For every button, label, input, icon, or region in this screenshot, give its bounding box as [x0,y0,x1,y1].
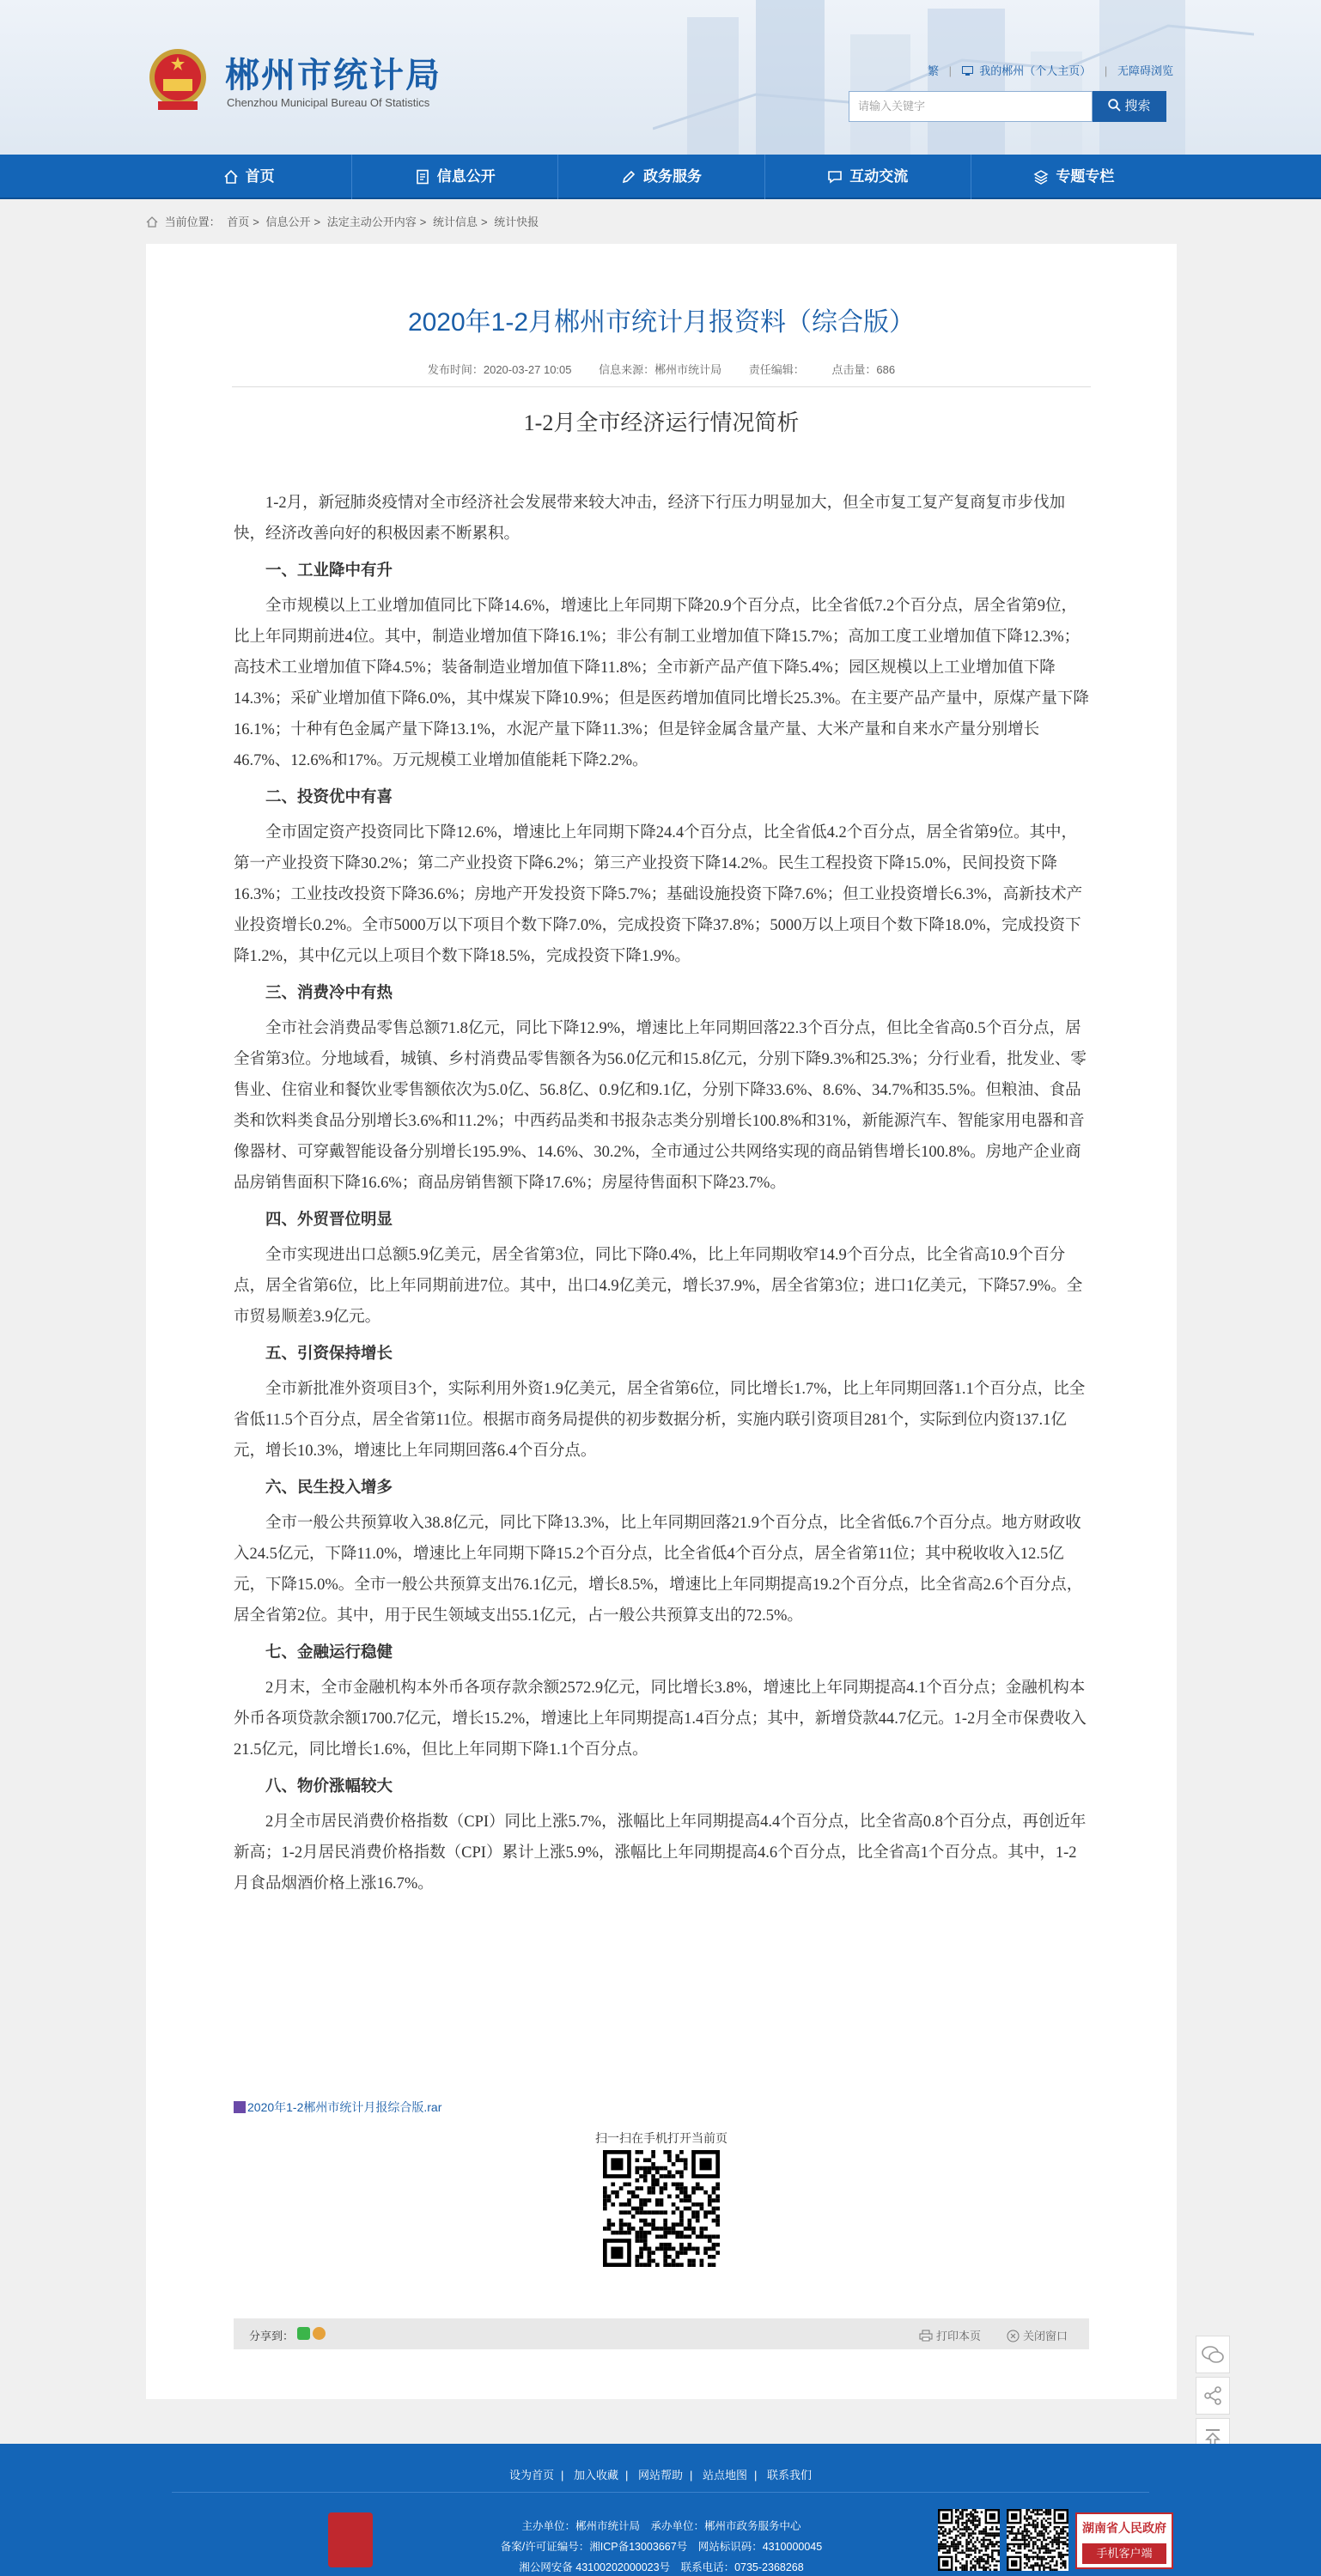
party-gov-badge[interactable] [328,2512,373,2567]
breadcrumb-label: 当前位置： [164,216,221,228]
section-text: 2月末，全市金融机构本外币各项存款余额2572.9亿元，同比增长3.8%，增速比上年同期提高4.1个百分点；金融机构本外币各项贷款余额1700.7亿元，增长15.2%，增速比上年同期提高1.4百分点；其中，新增贷款44.7亿元。1-2月全市保费收入21.5亿元，同比增长1.6%，但比上年同期下降1.1个百分点。 [234,1680,1087,1759]
article-title: 2020年1-2月郴州市统计月报资料（综合版） [407,308,916,337]
nav-interaction[interactable]: 互动交流 [765,155,971,199]
nav-special-topics[interactable]: 专题专栏 [971,155,1177,199]
attachment-link[interactable]: 2020年1-2郴州市统计月报综合版.rar [234,2099,441,2116]
breadcrumb-item[interactable]: 统计信息 [432,216,478,228]
document-icon [415,169,430,185]
footer-link[interactable]: 设为首页 [508,2469,554,2482]
nav-info-disclosure[interactable]: 信息公开 [352,155,558,199]
search-box [849,91,1175,122]
footer-qr-code [938,2509,1000,2571]
site-name[interactable]: 郴州市统计局 [225,57,441,94]
footer-link[interactable]: 网站帮助 [637,2469,683,2482]
footer-link[interactable]: 站点地图 [703,2469,748,2482]
article-body [234,488,1089,1905]
footer-links: 设为首页 | 加入收藏 | 网站帮助 | 站点地图 | 联系我们 [508,2469,813,2482]
printer-icon [919,2330,933,2342]
breadcrumb-item[interactable]: 统计快报 [494,216,539,228]
article-card [146,244,1177,2399]
footer-icp: 备案/许可证编号：湘ICP备13003667号 网站标识码：4310000045 [500,2541,823,2553]
home-icon [223,169,239,185]
edit-icon [621,169,636,185]
breadcrumb: 当前位置： 首页 > 信息公开 > 法定主动公开内容 > 统计信息 > 统计快报 [146,213,542,229]
main-nav [0,155,1321,199]
layers-icon [1033,169,1049,185]
my-chenzhou-link[interactable]: 我的郴州（个人主页） [962,64,1098,77]
section-heading: 六、民生投入增多 [265,1478,393,1496]
footer [0,2444,1321,2576]
close-window-button[interactable]: 关闭窗口 [1007,2327,1068,2343]
section-text: 2月全市居民消费价格指数（CPI）同比上涨5.7%，涨幅比上年同期提高4.4个百分点，比全省高0.8个百分点，再创近年新高；1-2月居民消费价格指数（CPI）累计上涨5.9%，涨幅比上年同期提高4.6个百分点，比全省高1个百分点。其中，1-2月食品烟酒价格上涨16.7%。 [234,1814,1087,1893]
footer-info [378,2516,945,2576]
section-text: 全市规模以上工业增加值同比下降14.6%，增速比上年同期下降20.9个百分点，比全省低7.2个百分点，居全省第9位，比上年同期前进4位。其中，制造业增加值下降16.1%；非公有制工业增加值下降15.7%；高加工度工业增加值下降12.3%；高技术工业增加值下降4.5%；装备制造业增加值下降11.8%；全市新产品产值下降5.4%；园区规模以上工业增加值下降14.3%；采矿业增加值下降6.0%，其中煤炭下降10.9%；但是医药增加值同比增长25.3%。在主要产品产量中，原煤产量下降16.1%；十种有色金属产量下降13.1%，水泥产量下降11.3%；但是锌金属含量产量、大米产量和自来水产量分别增长46.7%、12.6%和17%。万元规模工业增加值能耗下降2.2%。 [234,598,1089,769]
qr-code [603,2150,720,2267]
qr-caption: 扫一扫在手机打开当前页 [595,2131,727,2145]
search-button[interactable]: 搜索 [1093,91,1166,122]
responsible-editor: 责任编辑： [748,363,805,376]
section-heading: 八、物价涨幅较大 [265,1777,393,1795]
section-text: 全市一般公共预算收入38.8亿元，同比下降13.3%，比上年同期回落21.9个百分点，比全省低6.7个百分点。地方财政收入24.5亿元，下降11.0%，增速比上年同期下降15.2个百分点，比全省低4个百分点，居全省第11位；其中税收收入12.5亿元，下降15.0%。全市一般公共预算支出76.1亿元，增长8.5%，增速比上年同期提高19.2个百分点，比全省高2.6个百分点，居全省第2位。其中，用于民生领域支出55.1亿元，占一般公共预算支出的72.5%。 [234,1515,1083,1625]
section-text: 全市固定资产投资同比下降12.6%，增速比上年同期下降24.4个百分点，比全省低4.2个百分点，居全省第9位。其中，第一产业投资下降30.2%；第二产业投资下降6.2%；第三产业投资下降14.2%。民生工程投资下降15.0%，民间投资下降16.3%；工业技改投资下降36.6%；房地产开发投资下降5.7%；基础设施投资下降7.6%；但工业投资增长6.3%，高新技术产业投资增长0.2%。全市5000万以下项目个数下降7.0%，完成投资下降37.8%；5000万以上项目个数下降18.0%，完成投资下降1.2%，其中亿元以上项目个数下降18.5%，完成投资下降1.9%。 [234,824,1083,965]
site-english-name: Chenzhou Municipal Bureau Of Statistics [227,96,430,109]
monitor-icon [962,66,973,76]
article-subtitle: 1-2月全市经济运行情况简析 [523,410,800,435]
home-icon [146,216,158,228]
weibo-share-icon[interactable] [313,2327,326,2340]
article-meta [146,361,1177,377]
wechat-share-icon[interactable] [297,2327,310,2340]
wechat-icon [1202,2345,1224,2364]
hit-count: 点击量：686 [831,363,896,376]
section-text: 全市实现进出口总额5.9亿美元，居全省第3位，同比下降0.4%，比上年同期收窄14.9个百分点，比全省高10.9个百分点，居全省第6位，比上年同期前进7位。其中，出口4.9亿美元，增长37.9%，居全省第3位；进口1亿美元，下降57.9%。全市贸易顺差3.9亿元。 [234,1247,1083,1326]
nav-gov-services[interactable]: 政务服务 [558,155,764,199]
share-icon [1202,2385,1223,2406]
national-emblem-logo [148,45,208,115]
traditional-chinese-link[interactable]: 繁 [928,64,940,77]
breadcrumb-item[interactable]: 信息公开 [265,216,311,228]
share-float-button[interactable] [1196,2377,1230,2415]
section-heading: 七、金融运行稳健 [265,1643,393,1661]
info-source: 信息来源：郴州市统计局 [599,363,722,376]
search-input[interactable]: 请输入关键字 [849,91,1093,122]
section-heading: 五、引资保持增长 [265,1344,393,1362]
section-heading: 一、工业降中有升 [265,561,393,579]
section-heading: 二、投资优中有喜 [265,787,393,805]
section-text: 全市新批准外资项目3个，实际利用外资1.9亿美元，居全省第6位，同比增长1.7%，比上年同期回落1.1个百分点，比全省低11.5个百分点，居全省第11位。根据市商务局提供的初步数据分析，实施内联引资项目281个，实际到位内资137.1亿元，增长10.3%，增速比上年同期回落6.4个百分点。 [234,1381,1086,1460]
top-links: 繁 | 我的郴州（个人主页） | 无障碍浏览 [928,64,1173,77]
wechat-float-button[interactable] [1196,2336,1230,2373]
print-button[interactable]: 打印本页 [919,2327,981,2343]
share-bar [234,2318,1089,2349]
publish-time: 发布时间：2020-03-27 10:05 [427,363,572,376]
nav-home[interactable]: 首页 [146,155,352,199]
footer-link[interactable]: 联系我们 [767,2469,813,2482]
footer-divider [172,2492,1149,2493]
footer-sponsor: 主办单位：郴州市统计局 承办单位：郴州市政务服务中心 [521,2520,801,2532]
section-text: 全市社会消费品零售总额71.8亿元，同比下降12.9%，增速比上年同期回落22.3个百分点，但比全省高0.5个百分点，居全省第3位。分地域看，城镇、乡村消费品零售额各为56.0亿元和15.8亿元，分别下降9.3%和25.3%；分行业看，批发业、零售业、住宿业和餐饮业零售额依次为5.0亿、56.8亿、0.9亿和9.1亿，分别下降33.6%、8.6%、34.7%和35.5%。但粮油、食品类和饮料类食品分别增长3.6%和11.2%；中西药品类和书报杂志类分别增长100.8%和31%，新能源汽车、智能家用电器和音像器材、可穿戴智能设备分别增长195.9%、14.6%、30.2%，全市通过公共网络实现的商品销售增长100.8%。房地产企业商品房销售面积下降16.6%；商品房销售额下降17.6%；房屋待售面积下降23.7%。 [234,1020,1087,1192]
breadcrumb-item[interactable]: 法定主动公开内容 [326,216,417,228]
header [0,0,1321,155]
section-heading: 三、消费冷中有热 [265,983,393,1001]
floating-toolbar [1196,2336,1230,2459]
footer-police: 湘公网安备 43100202000023号 联系电话：0735-2368268 [519,2561,804,2573]
article-intro: 1-2月，新冠肺炎疫情对全市经济社会发展带来较大冲击，经济下行压力明显加大，但全市复工复产复商复市步伐加快，经济改善向好的积极因素不断累积。 [234,495,1066,543]
footer-link[interactable]: 加入收藏 [573,2469,618,2482]
breadcrumb-item[interactable]: 首页 [227,216,250,228]
share-label: 分享到： [249,2330,295,2342]
chat-icon [827,169,843,185]
accessibility-link[interactable]: 无障碍浏览 [1117,64,1173,77]
hunan-gov-app-badge[interactable]: 湖南省人民政府 手机客户端 [1075,2512,1173,2569]
footer-qr-code [1007,2509,1068,2571]
divider [232,386,1091,387]
archive-icon [234,2101,246,2113]
search-icon [1108,99,1121,112]
close-icon [1007,2330,1020,2342]
section-heading: 四、外贸晋位明显 [265,1210,393,1228]
